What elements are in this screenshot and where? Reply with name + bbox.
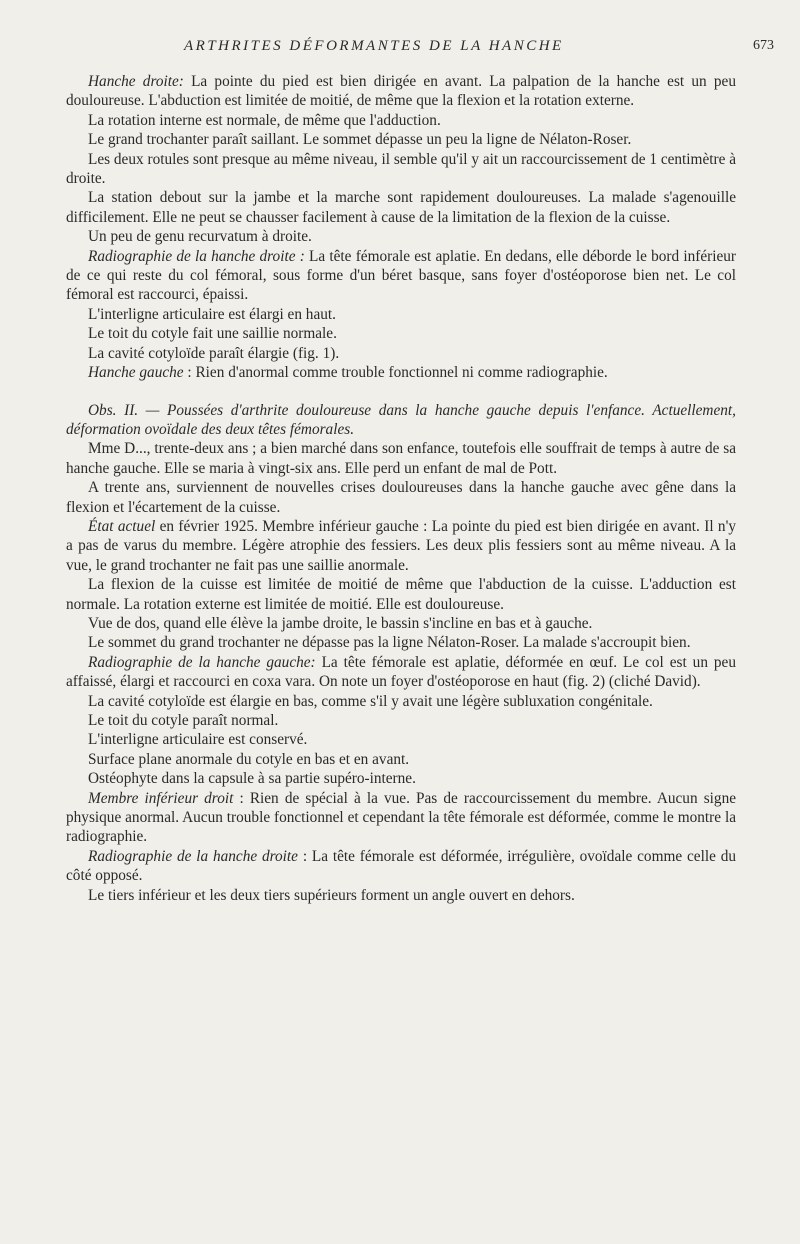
paragraph — [66, 769, 736, 788]
paragraph-text: Le sommet du grand trochanter ne dépasse pas la ligne Nélaton-Roser. La malade s'accroupit bien. — [88, 634, 691, 652]
paragraph-text: Les deux rotules sont presque au même niveau, il semble qu'il y ait un raccourcissement de 1 centimètre à droite. — [66, 150, 736, 188]
paragraph — [66, 227, 736, 246]
paragraph — [66, 789, 736, 847]
paragraph — [66, 324, 736, 343]
italic-lead: Radiographie de la hanche droite : — [88, 247, 305, 265]
paragraph-text: Un peu de genu recurvatum à droite. — [88, 228, 312, 246]
body-text — [66, 72, 736, 905]
paragraph — [66, 730, 736, 749]
paragraph — [66, 344, 736, 363]
paragraph-text: en février 1925. Membre inférieur gauche : La pointe du pied est bien dirigée en avant. Il n'y a pas de varus du membre. Légère atrophie des fessiers. Les deux plis fessiers sont au même niveau. A la vue, le grand trochanter ne fait pas une saillie anormale. — [66, 517, 736, 574]
paragraph — [66, 150, 736, 189]
paragraph — [66, 72, 736, 111]
paragraph — [66, 130, 736, 149]
paragraph-text: L'interligne articulaire est élargi en haut. — [88, 305, 336, 323]
paragraph-text: La rotation interne est normale, de même que l'adduction. — [88, 111, 441, 129]
italic-lead: Obs. II. — Poussées d'arthrite douloureuse dans la hanche gauche depuis l'enfance. Actuellement, déformation ovoïdale des deux têtes fémorales. — [66, 401, 736, 438]
paragraph — [66, 401, 736, 440]
italic-lead: État actuel — [88, 517, 156, 535]
document-page — [66, 38, 774, 904]
paragraph — [66, 305, 736, 324]
paragraph-text: : Rien de spécial à la vue. Pas de raccourcissement du membre. Aucun signe physique anormal. Aucun trouble fonctionnel et cependant la tête fémorale est déformée, comme le montre la radiographie. — [66, 789, 737, 846]
italic-lead: Radiographie de la hanche gauche: — [88, 653, 316, 671]
italic-lead: Radiographie de la hanche droite — [88, 847, 298, 865]
paragraph-text: : Rien d'anormal comme trouble fonctionnel ni comme radiographie. — [183, 364, 608, 382]
paragraph — [66, 478, 736, 517]
paragraph — [66, 363, 736, 382]
italic-lead: Membre inférieur droit — [88, 789, 234, 807]
paragraph — [66, 247, 736, 305]
paragraph — [66, 886, 736, 905]
paragraph-text: Mme D..., trente-deux ans ; a bien marché dans son enfance, toutefois elle souffrait de temps à autre de sa hanche gauche. Elle se maria à vingt-six ans. Elle perd un enfant de mal de Pott. — [66, 440, 736, 477]
paragraph-text: : La tête fémorale est déformée, irrégulière, ovoïdale comme celle du côté opposé. — [66, 847, 737, 885]
paragraph — [66, 575, 736, 614]
paragraph-text: Le toit du cotyle fait une saillie normale. — [88, 325, 337, 343]
paragraph-text: La cavité cotyloïde est élargie en bas, comme s'il y avait une légère subluxation congénitale. — [88, 692, 653, 710]
paragraph — [66, 750, 736, 769]
paragraph — [66, 517, 736, 575]
paragraph-text: A trente ans, surviennent de nouvelles crises douloureuses dans la hanche gauche avec gêne dans la flexion et l'écartement de la cuisse. — [66, 479, 736, 516]
paragraph-text: Surface plane anormale du cotyle en bas et en avant. — [88, 750, 410, 768]
paragraph — [66, 614, 736, 633]
paragraph-text: La tête fémorale est aplatie, déformée en œuf. Le col est un peu affaissé, élargi et raccourci en coxa vara. On note un foyer d'ostéoporose en haut (fig. 2) (cliché David). — [66, 653, 736, 691]
paragraph-text: L'interligne articulaire est conservé. — [88, 731, 308, 749]
running-title: ARTHRITES DÉFORMANTES DE LA HANCHE — [184, 38, 564, 54]
paragraph — [66, 653, 736, 692]
paragraph — [66, 439, 736, 478]
page-number: 673 — [753, 38, 774, 53]
running-header — [66, 38, 774, 62]
paragraph-text: Vue de dos, quand elle élève la jambe droite, le bassin s'incline en bas et à gauche. — [88, 614, 593, 632]
paragraph — [66, 633, 736, 652]
italic-lead: Hanche droite: — [88, 73, 184, 90]
paragraph-text: La tête fémorale est aplatie. En dedans, elle déborde le bord inférieur de ce qui reste du col fémoral, sous forme d'un béret basque, sans foyer d'ostéoporose bien net. Le col fémoral est raccourci, épaissi. — [66, 247, 736, 304]
italic-lead: Hanche gauche — [88, 364, 184, 382]
paragraph-text: Le grand trochanter paraît saillant. Le sommet dépasse un peu la ligne de Nélaton-Roser. — [88, 131, 632, 149]
paragraph — [66, 111, 736, 130]
paragraph-text: La station debout sur la jambe et la marche sont rapidement douloureuses. La malade s'agenouille difficilement. Elle ne peut se chausser facilement à cause de la limitation de la flexion de la cuisse. — [66, 189, 736, 226]
paragraph-text: Ostéophyte dans la capsule à sa partie supéro-interne. — [88, 770, 416, 788]
paragraph-text: La pointe du pied est bien dirigée en avant. La palpation de la hanche est un peu douloureuse. L'abduction est limitée de moitié, de même que la flexion et la rotation externe. — [66, 73, 736, 110]
paragraph-text: La cavité cotyloïde paraît élargie (fig. 1). — [88, 344, 340, 362]
paragraph-text: Le tiers inférieur et les deux tiers supérieurs forment un angle ouvert en dehors. — [88, 886, 575, 904]
paragraph-text: Le toit du cotyle paraît normal. — [88, 712, 279, 729]
paragraph — [66, 847, 736, 886]
paragraph — [66, 188, 736, 227]
paragraph — [66, 692, 736, 711]
paragraph-text: La flexion de la cuisse est limitée de moitié de même que l'abduction de la cuisse. L'adduction est normale. La rotation externe est limitée de moitié. Elle est douloureuse. — [66, 576, 736, 613]
paragraph — [66, 711, 736, 730]
